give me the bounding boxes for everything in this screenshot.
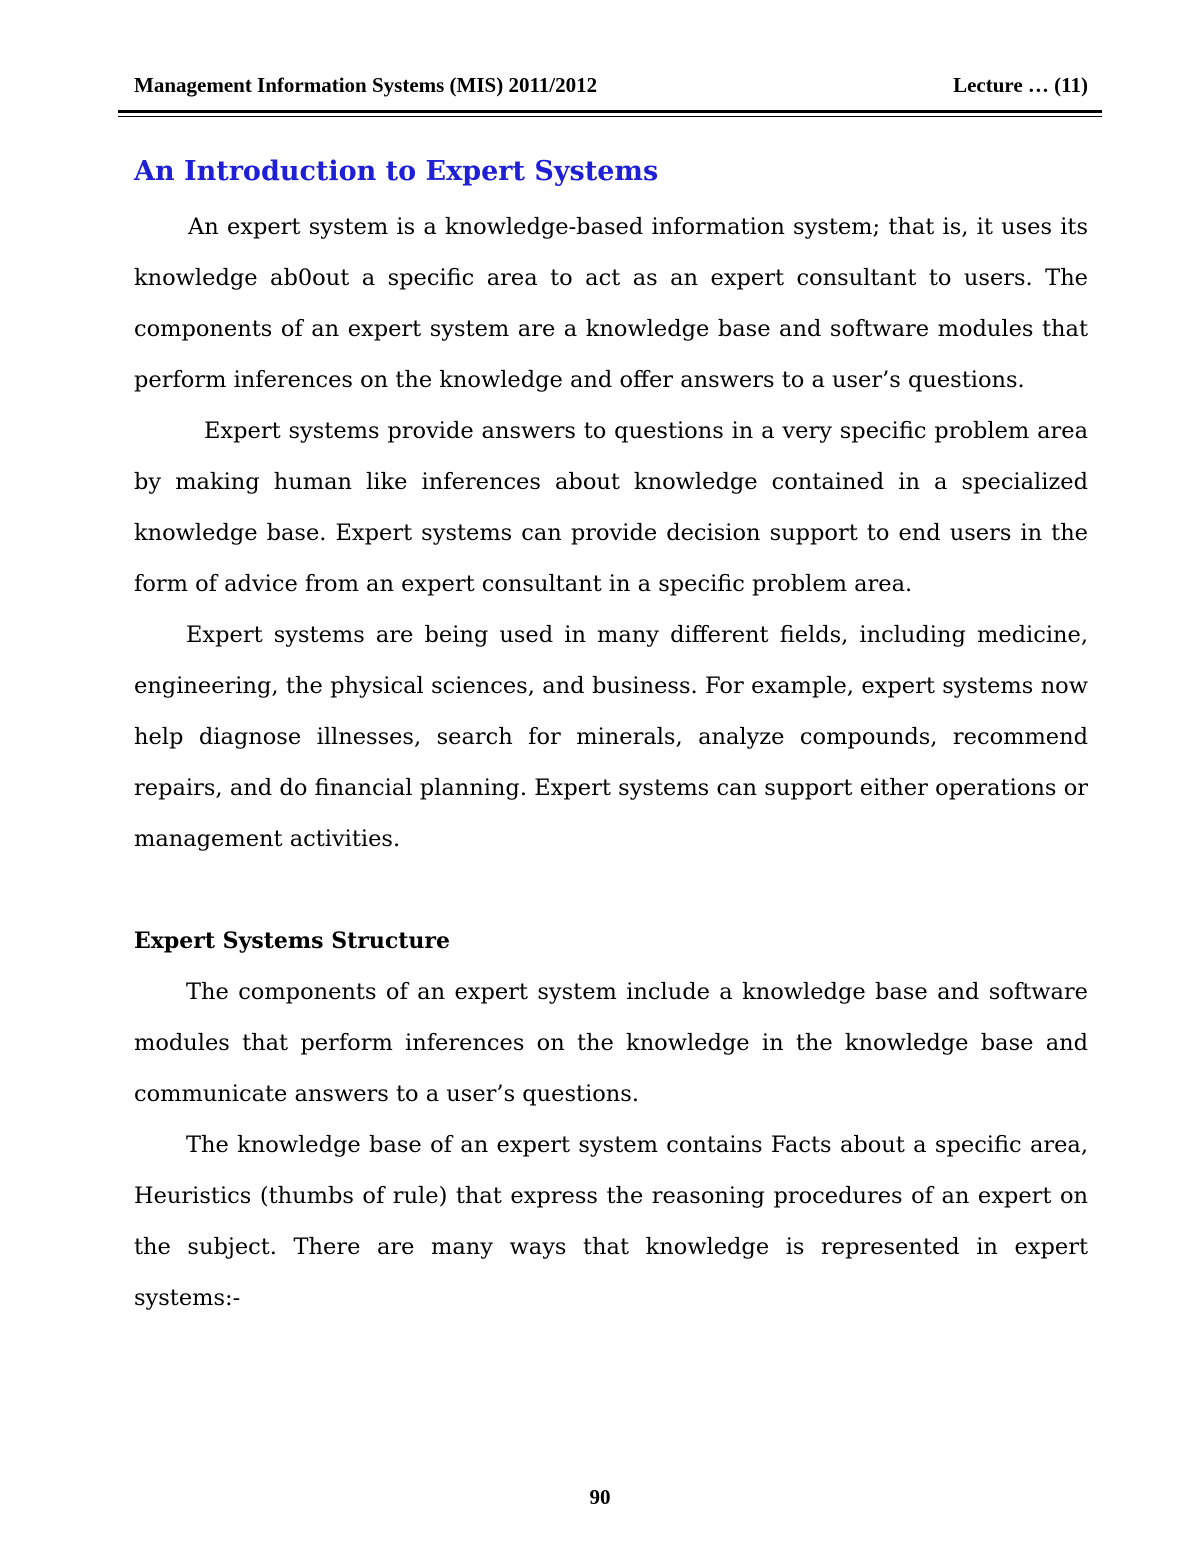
page-title: An Introduction to Expert Systems — [134, 156, 659, 187]
header-course-title: Management Information Systems (MIS) 2011/2012 — [134, 73, 598, 97]
header-rule-thin — [118, 116, 1102, 117]
running-header — [134, 70, 1088, 100]
intro-paragraph-1: An expert system is a knowledge-based information system; that is, it uses its knowledge ab0out a specific area to act as an expert consultant to users. The components of an expert system are a knowledge base and software modules that perform inferences on the knowledge and offer answers to a user’s questions. — [134, 214, 1088, 393]
header-lecture-number: Lecture … (11) — [953, 73, 1088, 97]
body-content — [134, 202, 1088, 1324]
intro-paragraph-2: Expert systems provide answers to questions in a very specific problem area by making human like inferences about knowledge contained in a specialized knowledge base. Expert systems can provide decision support to end users in the form of advice from an expert consultant in a specific problem area. — [134, 418, 1088, 597]
structure-paragraph-2: The knowledge base of an expert system contains Facts about a specific area, Heuristics (thumbs of rule) that express the reasoning procedures of an expert on the subject. There are many ways that knowledge is represented in expert systems:- — [134, 1132, 1088, 1311]
intro-paragraph-3: Expert systems are being used in many different fields, including medicine, engineering, the physical sciences, and business. For example, expert systems now help diagnose illnesses, search for minerals, analyze compounds, recommend repairs, and do financial planning. Expert systems can support either operations or management activities. — [134, 622, 1088, 852]
structure-paragraph-1: The components of an expert system include a knowledge base and software modules that perform inferences on the knowledge in the knowledge base and communicate answers to a user’s questions. — [134, 979, 1088, 1107]
section-heading-structure: Expert Systems Structure — [134, 928, 450, 954]
header-rule-thick — [118, 110, 1102, 113]
page-number: 90 — [589, 1485, 611, 1509]
